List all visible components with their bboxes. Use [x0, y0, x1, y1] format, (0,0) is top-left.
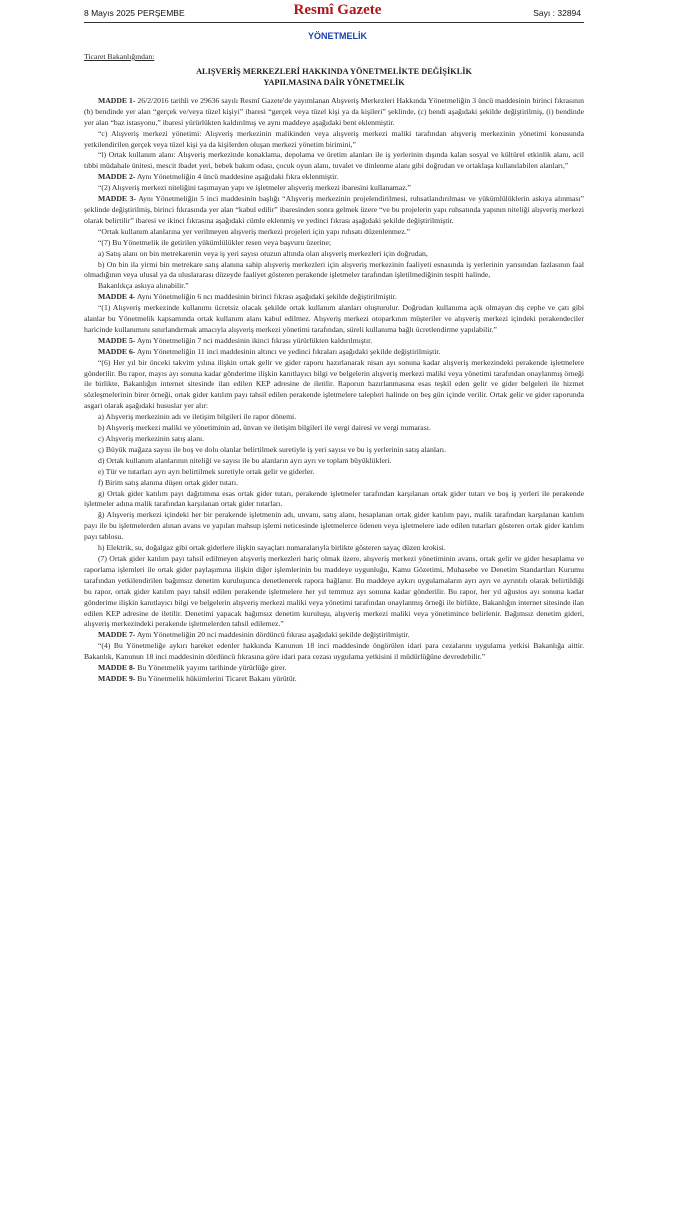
article-paragraph [84, 249, 584, 260]
paragraph-text: “c) Alışveriş merkezi yönetimi: Alışveriş merkezinin malikinden veya alışveriş merkezi maliki tarafından alışveriş merkezinin yönetimi konusunda yetkilendirilen gerçek veya tüzel kişi ya da kişilerden oluşan merkezi yönetim birimini,” [84, 128, 584, 149]
article-paragraph [84, 641, 584, 663]
article-paragraph [84, 129, 584, 151]
paragraph-text: “l) Ortak kullanım alanı: Alışveriş merkezinde konaklama, depolama ve üretim alanları ile iş yerlerinin dışında kalan sosyal ve kültürel etkinlik alanı, acil tıbbi müdahale ünitesi, mescit ibadet yeri, bebek bakım odası, çocuk oyun alanı, tuvalet ve dinlenme alanı gibi doğrudan ve ortaklaşa kullanılabilen alanları,” [84, 150, 584, 171]
paragraph-text: Aynı Yönetmeliğin 6 ncı maddesinin birinci fıkrası aşağıdaki şekilde değiştirilmiştir. [135, 292, 397, 302]
paragraph-list [84, 96, 584, 685]
issue-number: Sayı : 32894 [533, 8, 581, 18]
header-date: 8 Mayıs 2025 PERŞEMBE [84, 8, 185, 18]
header-divider [84, 22, 584, 23]
paragraph-text: “(2) Alışveriş merkezi niteliğini taşımayan yapı ve işletmeler alışveriş merkezi ibaresini kullanamaz.” [98, 183, 411, 193]
gazette-title: Resmî Gazete [293, 2, 382, 18]
article-paragraph [84, 347, 584, 358]
title-line: YAPILMASINA DAİR YÖNETMELİK [263, 77, 405, 87]
paragraph-text: “Ortak kullanım alanlarına yer verilmeyen alışveriş merkezi projeleri için yapı ruhsatı düzenlenmez.” [98, 226, 411, 236]
paragraph-text: c) Alışveriş merkezinin satış alanı. [98, 434, 205, 443]
paragraph-text: Aynı Yönetmeliğin 5 inci maddesinin başlığı “Alışveriş merkezinin projelendirilmesi, ruhsatlandırılması ve yükümlülüklerin askıya alınması” şeklinde değiştirilmiş, birinci fıkrasında yer alan “kabul edilir” ibaresinden sonra gelmek üzere “ve bu projelerin yapı ruhsatında yapının niteliği alışveriş merkezi olarak belirtilir” ibaresi ve ikinci fıkrasına aşağıdaki cümle eklenmiş ve yedinci fıkrası aşağıdaki şekilde değiştirilmiştir. [84, 194, 584, 225]
article-paragraph [84, 183, 584, 194]
article-paragraph [84, 172, 584, 183]
article-paragraph [84, 96, 584, 129]
paragraph-text: ç) Büyük mağaza sayısı ile boş ve dolu olanlar belirtilmek suretiyle iş yeri sayısı ve bu iş yerlerinin satış alanları. [98, 444, 446, 454]
paragraph-text: (7) Ortak gider katılım payı tahsil edilmeyen alışveriş merkezleri hariç olmak üzere, alışveriş merkezi yönetiminin avans, ortak gelir ve gider hesaplama ve raporlama işlemleri ile ortak gider paylaşımına ilişkin diğer işlemlerinin bu maddeye uygunluğu, Kamu Gözetimi, Muhasebe ve Denetim Standartları Kurumu tarafından yetkilendirilen bağımsız denetim kuruluşunca denetlenerek rapora bağlanır. Bu maddeye aykırı uygulamaların ayrı ayrı ve ayrıntılı olarak belirtildiği bu rapor, ortak gider katılım payı tahsil edilen perakende işletmelere her yıl temmuz ayı sonuna kadar gönderilir. Bu rapor, her yıl ağustos ayı sonuna kadar gönderime ilişkin kanıtlayıcı bilgi ve belgelerin alışveriş merkezi maliki veya yönetimi tarafından onaylanmış örneği ile birlikte, Bakanlığın internet sitesinde ilan edilen KEP adresine de iletilir. Denetimi yapacak bağımsız denetim kuruluşu, alışveriş merkezi maliki veya yönetimince belirlenir. Bağımsız denetim gideri, alışveriş merkezindeki perakende işletmelerden tahsil edilemez.” [84, 553, 584, 629]
paragraph-text: a) Satış alanı on bin metrekarenin veya iş yeri sayısı otuzun altında olan alışveriş merkezleri için doğrudan, [98, 248, 428, 258]
paragraph-text: f) Birim satış alanına düşen ortak gider tutarı. [98, 477, 239, 487]
paragraph-text: “(1) Alışveriş merkezinde kullanımı ücretsiz olacak şekilde ortak kullanım alanları oluşturulur. Doğrudan kullanıma açık olmayan dış cephe ve çatı gibi alanlar bu Yönetmelik kapsamında ortak kullanım alanı kabul edilmez. Alışveriş merkezi otoparkının müşteriler ve alışveriş merkezi içindeki perakendeciler haricinde kullanımını sınırlandırmak amacıyla alışveriş merkezi yönetimi tarafından, süreli kullanıma bağlı ücretlendirme yapılabilir.” [84, 303, 584, 334]
paragraph-text: g) Ortak gider katılım payı dağıtımına esas ortak gider tutarı, perakende işletmeler tarafından karşılanan ortak gider tutarı ve boş iş yerleri ile perakende işletmeler adına malik tarafından karşılanan ortak gider tutarları. [84, 488, 584, 509]
paragraph-text: ğ) Alışveriş merkezi içindeki her bir perakende işletmenin adı, unvanı, satış alanı, hesaplanan ortak gider katılım payı, malik tarafından karşılanan katılım payı ile bu işletmelerden alınan avans ve yapılan mahsup işlemi neticesinde işletmelerce ödenen veya işletmelere iade edilen tutarları gösteren ortak gider katılım payı tablosu. [84, 510, 584, 542]
article-paragraph [84, 281, 584, 292]
article-paragraph [84, 674, 584, 685]
paragraph-text: Bu Yönetmelik hükümlerini Ticaret Bakanı yürütür. [135, 673, 297, 683]
paragraph-text: 26/2/2016 tarihli ve 29636 sayılı Resmî Gazete'de yayımlanan Alışveriş Merkezleri Hakkında Yönetmeliğin 3 üncü maddesinin birinci fıkrasının (b) bendinde yer alan “gerçek ve/veya tüzel kişiyi” ibaresi “gerçek veya tüzel kişi ya da kişileri” şeklinde, (c) bendi aşağıdaki şekilde değiştirilmiş, (i) bendinde yer alan “baz istasyonu,” ibaresi yürürlükten kaldırılmış ve aynı maddeye aşağıdaki bent eklenmiştir. [84, 95, 584, 127]
article-paragraph [84, 630, 584, 641]
article-paragraph [84, 303, 584, 336]
paragraph-text: “(4) Bu Yönetmeliğe aykırı hareket edenler hakkında Kanunun 18 inci maddesinde öngörülen idari para cezalarını uygulama yetkisi Bakanlığa aittir. Bakanlık, Kanunun 18 inci maddesinin dördüncü fıkrasına göre idari para cezası uygulama yetkisini il müdürlüğüne devredebilir.” [84, 641, 584, 662]
article-number: MADDE 1- [98, 95, 136, 105]
article-number: MADDE 6- [98, 346, 136, 356]
article-paragraph [84, 336, 584, 347]
article-paragraph [84, 260, 584, 282]
paragraph-text: “(7) Bu Yönetmelik ile getirilen yükümlülükler resen veya başvuru üzerine; [98, 237, 332, 247]
article-paragraph [84, 358, 584, 413]
article-number: MADDE 3- [98, 194, 137, 204]
article-paragraph [84, 412, 584, 423]
article-paragraph [84, 478, 584, 489]
article-number: MADDE 2- [98, 172, 136, 182]
paragraph-text: e) Tür ve tutarları ayrı ayrı belirtilmek suretiyle ortak gelir ve giderler. [98, 466, 315, 476]
article-number: MADDE 8- [98, 663, 136, 673]
article-paragraph [84, 423, 584, 434]
article-paragraph [84, 489, 584, 511]
article-paragraph [84, 445, 584, 456]
document-body [84, 52, 584, 685]
paragraph-text: “(6) Her yıl bir önceki takvim yılına ilişkin ortak gelir ve gider raporu hazırlanarak nisan ayı sonuna kadar alışveriş merkezindeki perakende işletmelere gönderilir. Bu rapor, mayıs ayı sonuna kadar gönderime ilişkin kanıtlayıcı bilgi ve belgelerin alışveriş merkezi maliki veya yönetimi tarafından onaylanmış örneği ile birlikte, Bakanlığın internet sitesinde ilan edilen KEP adresine de iletilir. Raporun hazırlanmasına esas teşkil eden gelir ve gider belgeleri ile hizmet sözleşmelerinin birer örneği, ortak gider katılım payı tahsil edilen perakende işletmelere talepleri halinde on beş gün içinde verilir. Ortak gelir ve gider raporunda asgari olarak aşağıdaki hususlar yer alır: [84, 357, 584, 411]
article-number: MADDE 9- [98, 673, 136, 683]
article-number: MADDE 7- [98, 630, 136, 640]
article-number: MADDE 5- [98, 335, 136, 345]
paragraph-text: a) Alışveriş merkezinin adı ve iletişim bilgileri ile rapor dönemi. [98, 412, 297, 422]
paragraph-text: b) Alışveriş merkezi maliki ve yönetiminin ad, ünvan ve iletişim bilgileri ile vergi dairesi ve vergi numarası. [98, 423, 431, 433]
issuing-ministry: Ticaret Bakanlığından: [84, 52, 155, 61]
article-paragraph [84, 456, 584, 467]
article-paragraph [84, 467, 584, 478]
article-paragraph [84, 434, 584, 445]
paragraph-text: b) On bin ila yirmi bin metrekare satış alanına sahip alışveriş merkezleri için alışveriş merkezinin faaliyeti esnasında iş yerlerinin yarısından fazlasının faal olmadığının veya ulusal ya da uluslararası düzeyde faaliyet gösteren perakende işletmeler tarafından işletilmediğinin tespiti halinde, [84, 259, 584, 280]
paragraph-text: h) Elektrik, su, doğalgaz gibi ortak giderlere ilişkin sayaçları numaralarıyla birlikte gösteren sayaç düzen krokisi. [98, 543, 446, 553]
paragraph-text: Aynı Yönetmeliğin 4 üncü maddesine aşağıdaki fıkra eklenmiştir. [135, 172, 339, 182]
article-paragraph [84, 238, 584, 249]
paragraph-text: Aynı Yönetmeliğin 20 nci maddesinin dördüncü fıkrası aşağıdaki şekilde değiştirilmiştir. [135, 630, 410, 640]
article-paragraph [84, 227, 584, 238]
paragraph-text: Aynı Yönetmeliğin 7 nci maddesinin ikinci fıkrası yürürlükten kaldırılmıştır. [135, 335, 373, 345]
article-paragraph [84, 194, 584, 227]
article-number: MADDE 4- [98, 292, 136, 302]
paragraph-text: Bu Yönetmelik yayımı tarihinde yürürlüğe girer. [135, 663, 287, 673]
article-paragraph [84, 150, 584, 172]
article-paragraph [84, 543, 584, 554]
article-paragraph [84, 663, 584, 674]
page-header [0, 2, 675, 22]
section-heading: YÖNETMELİK [307, 31, 367, 41]
regulation-title [84, 66, 584, 88]
paragraph-text: Aynı Yönetmeliğin 11 inci maddesinin altıncı ve yedinci fıkraları aşağıdaki şekilde değiştirilmiştir. [135, 346, 441, 356]
article-paragraph [84, 292, 584, 303]
paragraph-text: Bakanlıkça askıya alınabilir.” [98, 281, 189, 291]
paragraph-text: d) Ortak kullanım alanlarının niteliği ve sayısı ile bu alanların ayrı ayrı ve toplam büyüklükleri. [98, 455, 392, 465]
title-line: ALIŞVERİŞ MERKEZLERİ HAKKINDA YÖNETMELİKTE DEĞİŞİKLİK [196, 66, 472, 76]
article-paragraph [84, 554, 584, 630]
article-paragraph [84, 510, 584, 543]
